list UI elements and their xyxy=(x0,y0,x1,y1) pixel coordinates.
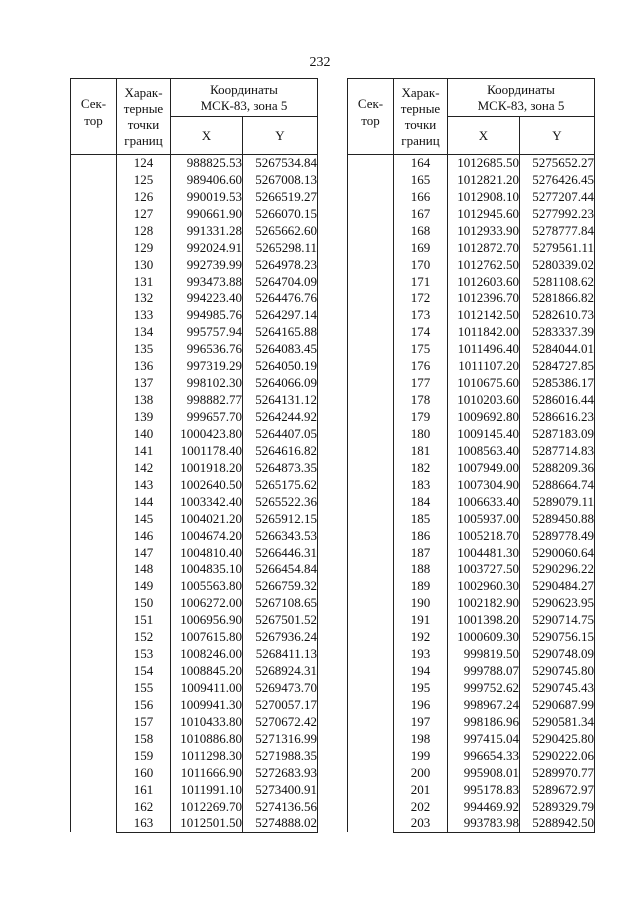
x-value: 1012872.70 xyxy=(448,239,520,256)
x-value: 995908.01 xyxy=(448,764,520,781)
y-value: 5268411.13 xyxy=(243,646,318,663)
point-number: 200 xyxy=(394,764,448,781)
point-number: 159 xyxy=(117,747,171,764)
point-number: 124 xyxy=(117,155,171,172)
x-value: 993473.88 xyxy=(171,273,243,290)
y-value: 5290484.27 xyxy=(520,578,595,595)
point-number: 156 xyxy=(117,697,171,714)
x-value: 1012501.50 xyxy=(171,815,243,832)
y-value: 5280339.02 xyxy=(520,256,595,273)
x-value: 1010203.60 xyxy=(448,392,520,409)
y-value: 5277992.23 xyxy=(520,205,595,222)
point-number: 131 xyxy=(117,273,171,290)
y-value: 5272683.93 xyxy=(243,764,318,781)
y-value: 5285386.17 xyxy=(520,375,595,392)
point-number: 171 xyxy=(394,273,448,290)
x-value: 1012762.50 xyxy=(448,256,520,273)
x-value: 1011842.00 xyxy=(448,324,520,341)
point-number: 199 xyxy=(394,747,448,764)
x-header: X xyxy=(171,117,243,155)
point-number: 140 xyxy=(117,426,171,443)
point-number: 157 xyxy=(117,713,171,730)
table-body xyxy=(71,155,318,833)
y-value: 5286016.44 xyxy=(520,392,595,409)
y-value: 5284727.85 xyxy=(520,358,595,375)
point-number: 169 xyxy=(394,239,448,256)
x-value: 999657.70 xyxy=(171,409,243,426)
y-value: 5264297.14 xyxy=(243,307,318,324)
x-value: 1009411.00 xyxy=(171,680,243,697)
point-number: 146 xyxy=(117,527,171,544)
point-number: 182 xyxy=(394,459,448,476)
coordinates-table-left xyxy=(70,78,318,833)
y-value: 5275652.27 xyxy=(520,155,595,172)
x-value: 996654.33 xyxy=(448,747,520,764)
point-number: 130 xyxy=(117,256,171,273)
x-value: 995757.94 xyxy=(171,324,243,341)
y-value: 5290581.34 xyxy=(520,713,595,730)
point-number: 187 xyxy=(394,544,448,561)
y-header: Y xyxy=(520,117,595,155)
y-value: 5289329.79 xyxy=(520,798,595,815)
point-number: 158 xyxy=(117,730,171,747)
x-value: 1010886.80 xyxy=(171,730,243,747)
x-value: 993783.98 xyxy=(448,815,520,832)
point-number: 152 xyxy=(117,629,171,646)
y-header: Y xyxy=(243,117,318,155)
x-value: 1005937.00 xyxy=(448,510,520,527)
x-value: 1002960.30 xyxy=(448,578,520,595)
y-value: 5264131.12 xyxy=(243,392,318,409)
point-number: 128 xyxy=(117,222,171,239)
y-value: 5266070.15 xyxy=(243,205,318,222)
x-value: 1003727.50 xyxy=(448,561,520,578)
point-number: 134 xyxy=(117,324,171,341)
point-number: 126 xyxy=(117,188,171,205)
x-value: 998102.30 xyxy=(171,375,243,392)
y-value: 5267008.13 xyxy=(243,171,318,188)
y-value: 5264476.76 xyxy=(243,290,318,307)
x-value: 992024.91 xyxy=(171,239,243,256)
x-value: 997319.29 xyxy=(171,358,243,375)
point-number: 203 xyxy=(394,815,448,832)
y-value: 5289450.88 xyxy=(520,510,595,527)
point-number: 164 xyxy=(394,155,448,172)
y-value: 5288664.74 xyxy=(520,476,595,493)
y-value: 5279561.11 xyxy=(520,239,595,256)
x-value: 1001178.40 xyxy=(171,442,243,459)
point-number: 136 xyxy=(117,358,171,375)
x-value: 1004021.20 xyxy=(171,510,243,527)
point-number: 129 xyxy=(117,239,171,256)
point-number: 166 xyxy=(394,188,448,205)
point-number: 167 xyxy=(394,205,448,222)
x-value: 995178.83 xyxy=(448,781,520,798)
y-value: 5269473.70 xyxy=(243,680,318,697)
point-number: 132 xyxy=(117,290,171,307)
x-value: 1011666.90 xyxy=(171,764,243,781)
x-value: 999752.62 xyxy=(448,680,520,697)
coordinates-table-right xyxy=(347,78,595,833)
sector-header: Сек- тор xyxy=(71,79,117,155)
y-value: 5271988.35 xyxy=(243,747,318,764)
y-value: 5290745.43 xyxy=(520,680,595,697)
y-value: 5290714.75 xyxy=(520,612,595,629)
point-number: 188 xyxy=(394,561,448,578)
x-value: 999788.07 xyxy=(448,663,520,680)
x-value: 999819.50 xyxy=(448,646,520,663)
x-value: 1006633.40 xyxy=(448,493,520,510)
point-number: 177 xyxy=(394,375,448,392)
x-value: 1000423.80 xyxy=(171,426,243,443)
x-value: 1006956.90 xyxy=(171,612,243,629)
point-number: 137 xyxy=(117,375,171,392)
x-value: 1007304.90 xyxy=(448,476,520,493)
x-value: 1010433.80 xyxy=(171,713,243,730)
y-value: 5266454.84 xyxy=(243,561,318,578)
point-number: 195 xyxy=(394,680,448,697)
y-value: 5264978.23 xyxy=(243,256,318,273)
y-value: 5267501.52 xyxy=(243,612,318,629)
x-value: 997415.04 xyxy=(448,730,520,747)
y-value: 5270672.42 xyxy=(243,713,318,730)
x-value: 1008246.00 xyxy=(171,646,243,663)
x-value: 1004835.10 xyxy=(171,561,243,578)
y-value: 5290687.99 xyxy=(520,697,595,714)
sector-cell xyxy=(348,155,394,833)
point-number: 183 xyxy=(394,476,448,493)
x-value: 1004810.40 xyxy=(171,544,243,561)
point-number: 185 xyxy=(394,510,448,527)
y-value: 5290425.80 xyxy=(520,730,595,747)
x-value: 1012142.50 xyxy=(448,307,520,324)
x-value: 1001398.20 xyxy=(448,612,520,629)
x-value: 998186.96 xyxy=(448,713,520,730)
x-value: 1007949.00 xyxy=(448,459,520,476)
y-value: 5264066.09 xyxy=(243,375,318,392)
point-number: 181 xyxy=(394,442,448,459)
y-value: 5286616.23 xyxy=(520,409,595,426)
x-value: 1008845.20 xyxy=(171,663,243,680)
x-value: 988825.53 xyxy=(171,155,243,172)
point-number: 193 xyxy=(394,646,448,663)
x-value: 1001918.20 xyxy=(171,459,243,476)
x-value: 992739.99 xyxy=(171,256,243,273)
point-number: 154 xyxy=(117,663,171,680)
point-number: 168 xyxy=(394,222,448,239)
x-value: 1011107.20 xyxy=(448,358,520,375)
x-value: 1004674.20 xyxy=(171,527,243,544)
point-number: 163 xyxy=(117,815,171,832)
y-value: 5282610.73 xyxy=(520,307,595,324)
y-value: 5264083.45 xyxy=(243,341,318,358)
y-value: 5266343.53 xyxy=(243,527,318,544)
y-value: 5287714.83 xyxy=(520,442,595,459)
point-number: 125 xyxy=(117,171,171,188)
point-number: 186 xyxy=(394,527,448,544)
point-number: 170 xyxy=(394,256,448,273)
coordinates-header: Координаты МСК-83, зона 5 xyxy=(171,79,318,117)
x-value: 991331.28 xyxy=(171,222,243,239)
x-value: 1003342.40 xyxy=(171,493,243,510)
point-number: 173 xyxy=(394,307,448,324)
x-value: 1012603.60 xyxy=(448,273,520,290)
point-number: 138 xyxy=(117,392,171,409)
point-number: 178 xyxy=(394,392,448,409)
y-value: 5266519.27 xyxy=(243,188,318,205)
y-value: 5264873.35 xyxy=(243,459,318,476)
y-value: 5289079.11 xyxy=(520,493,595,510)
x-value: 1005563.80 xyxy=(171,578,243,595)
point-number: 153 xyxy=(117,646,171,663)
x-value: 1006272.00 xyxy=(171,595,243,612)
point-number: 176 xyxy=(394,358,448,375)
x-value: 1008563.40 xyxy=(448,442,520,459)
y-value: 5290748.09 xyxy=(520,646,595,663)
y-value: 5288942.50 xyxy=(520,815,595,832)
x-value: 996536.76 xyxy=(171,341,243,358)
y-value: 5264704.09 xyxy=(243,273,318,290)
x-value: 1012821.20 xyxy=(448,171,520,188)
y-value: 5278777.84 xyxy=(520,222,595,239)
point-number: 172 xyxy=(394,290,448,307)
point-number: 142 xyxy=(117,459,171,476)
x-value: 1010675.60 xyxy=(448,375,520,392)
y-value: 5265662.60 xyxy=(243,222,318,239)
y-value: 5289778.49 xyxy=(520,527,595,544)
point-number: 190 xyxy=(394,595,448,612)
x-value: 1012396.70 xyxy=(448,290,520,307)
x-value: 998967.24 xyxy=(448,697,520,714)
point-number: 196 xyxy=(394,697,448,714)
point-number: 144 xyxy=(117,493,171,510)
x-value: 1012685.50 xyxy=(448,155,520,172)
table-body xyxy=(348,155,595,833)
y-value: 5267108.65 xyxy=(243,595,318,612)
y-value: 5266446.31 xyxy=(243,544,318,561)
x-value: 1012945.60 xyxy=(448,205,520,222)
y-value: 5290756.15 xyxy=(520,629,595,646)
y-value: 5264050.19 xyxy=(243,358,318,375)
x-value: 990019.53 xyxy=(171,188,243,205)
x-value: 1012269.70 xyxy=(171,798,243,815)
point-number: 201 xyxy=(394,781,448,798)
point-number: 133 xyxy=(117,307,171,324)
point-number: 139 xyxy=(117,409,171,426)
y-value: 5284044.01 xyxy=(520,341,595,358)
x-value: 1005218.70 xyxy=(448,527,520,544)
sector-header: Сек- тор xyxy=(348,79,394,155)
y-value: 5289672.97 xyxy=(520,781,595,798)
point-number: 147 xyxy=(117,544,171,561)
point-number: 175 xyxy=(394,341,448,358)
x-value: 1002182.90 xyxy=(448,595,520,612)
point-number: 198 xyxy=(394,730,448,747)
x-value: 1011991.10 xyxy=(171,781,243,798)
point-number: 197 xyxy=(394,713,448,730)
points-header: Харак- терные точки границ xyxy=(394,79,448,155)
point-number: 191 xyxy=(394,612,448,629)
point-number: 148 xyxy=(117,561,171,578)
point-number: 127 xyxy=(117,205,171,222)
y-value: 5267936.24 xyxy=(243,629,318,646)
y-value: 5290060.64 xyxy=(520,544,595,561)
y-value: 5273400.91 xyxy=(243,781,318,798)
table-row xyxy=(348,155,595,172)
x-value: 1011496.40 xyxy=(448,341,520,358)
x-value: 989406.60 xyxy=(171,171,243,188)
x-value: 990661.90 xyxy=(171,205,243,222)
x-value: 1002640.50 xyxy=(171,476,243,493)
y-value: 5281866.82 xyxy=(520,290,595,307)
y-value: 5270057.17 xyxy=(243,697,318,714)
point-number: 160 xyxy=(117,764,171,781)
page-number: 232 xyxy=(309,55,331,70)
point-number: 180 xyxy=(394,426,448,443)
y-value: 5283337.39 xyxy=(520,324,595,341)
point-number: 202 xyxy=(394,798,448,815)
y-value: 5281108.62 xyxy=(520,273,595,290)
x-value: 998882.77 xyxy=(171,392,243,409)
point-number: 135 xyxy=(117,341,171,358)
y-value: 5277207.44 xyxy=(520,188,595,205)
x-value: 1007615.80 xyxy=(171,629,243,646)
point-number: 150 xyxy=(117,595,171,612)
points-header: Харак- терные точки границ xyxy=(117,79,171,155)
y-value: 5265522.36 xyxy=(243,493,318,510)
sector-cell xyxy=(71,155,117,833)
y-value: 5287183.09 xyxy=(520,426,595,443)
x-value: 1012908.10 xyxy=(448,188,520,205)
y-value: 5289970.77 xyxy=(520,764,595,781)
point-number: 189 xyxy=(394,578,448,595)
point-number: 174 xyxy=(394,324,448,341)
y-value: 5290296.22 xyxy=(520,561,595,578)
x-value: 1000609.30 xyxy=(448,629,520,646)
point-number: 184 xyxy=(394,493,448,510)
y-value: 5265912.15 xyxy=(243,510,318,527)
y-value: 5288209.36 xyxy=(520,459,595,476)
y-value: 5274888.02 xyxy=(243,815,318,832)
x-value: 1004481.30 xyxy=(448,544,520,561)
x-value: 994223.40 xyxy=(171,290,243,307)
x-value: 1009941.30 xyxy=(171,697,243,714)
table-row xyxy=(71,155,318,172)
x-value: 1009145.40 xyxy=(448,426,520,443)
coordinates-header: Координаты МСК-83, зона 5 xyxy=(448,79,595,117)
point-number: 155 xyxy=(117,680,171,697)
y-value: 5264616.82 xyxy=(243,442,318,459)
point-number: 192 xyxy=(394,629,448,646)
x-value: 1012933.90 xyxy=(448,222,520,239)
x-header: X xyxy=(448,117,520,155)
y-value: 5268924.31 xyxy=(243,663,318,680)
y-value: 5271316.99 xyxy=(243,730,318,747)
point-number: 161 xyxy=(117,781,171,798)
point-number: 151 xyxy=(117,612,171,629)
point-number: 165 xyxy=(394,171,448,188)
y-value: 5267534.84 xyxy=(243,155,318,172)
y-value: 5274136.56 xyxy=(243,798,318,815)
y-value: 5276426.45 xyxy=(520,171,595,188)
y-value: 5265175.62 xyxy=(243,476,318,493)
y-value: 5264407.05 xyxy=(243,426,318,443)
y-value: 5264244.92 xyxy=(243,409,318,426)
y-value: 5264165.88 xyxy=(243,324,318,341)
point-number: 179 xyxy=(394,409,448,426)
y-value: 5265298.11 xyxy=(243,239,318,256)
point-number: 194 xyxy=(394,663,448,680)
y-value: 5290222.06 xyxy=(520,747,595,764)
point-number: 145 xyxy=(117,510,171,527)
x-value: 994985.76 xyxy=(171,307,243,324)
point-number: 162 xyxy=(117,798,171,815)
point-number: 149 xyxy=(117,578,171,595)
x-value: 1011298.30 xyxy=(171,747,243,764)
x-value: 994469.92 xyxy=(448,798,520,815)
x-value: 1009692.80 xyxy=(448,409,520,426)
point-number: 143 xyxy=(117,476,171,493)
y-value: 5290623.95 xyxy=(520,595,595,612)
y-value: 5266759.32 xyxy=(243,578,318,595)
point-number: 141 xyxy=(117,442,171,459)
y-value: 5290745.80 xyxy=(520,663,595,680)
